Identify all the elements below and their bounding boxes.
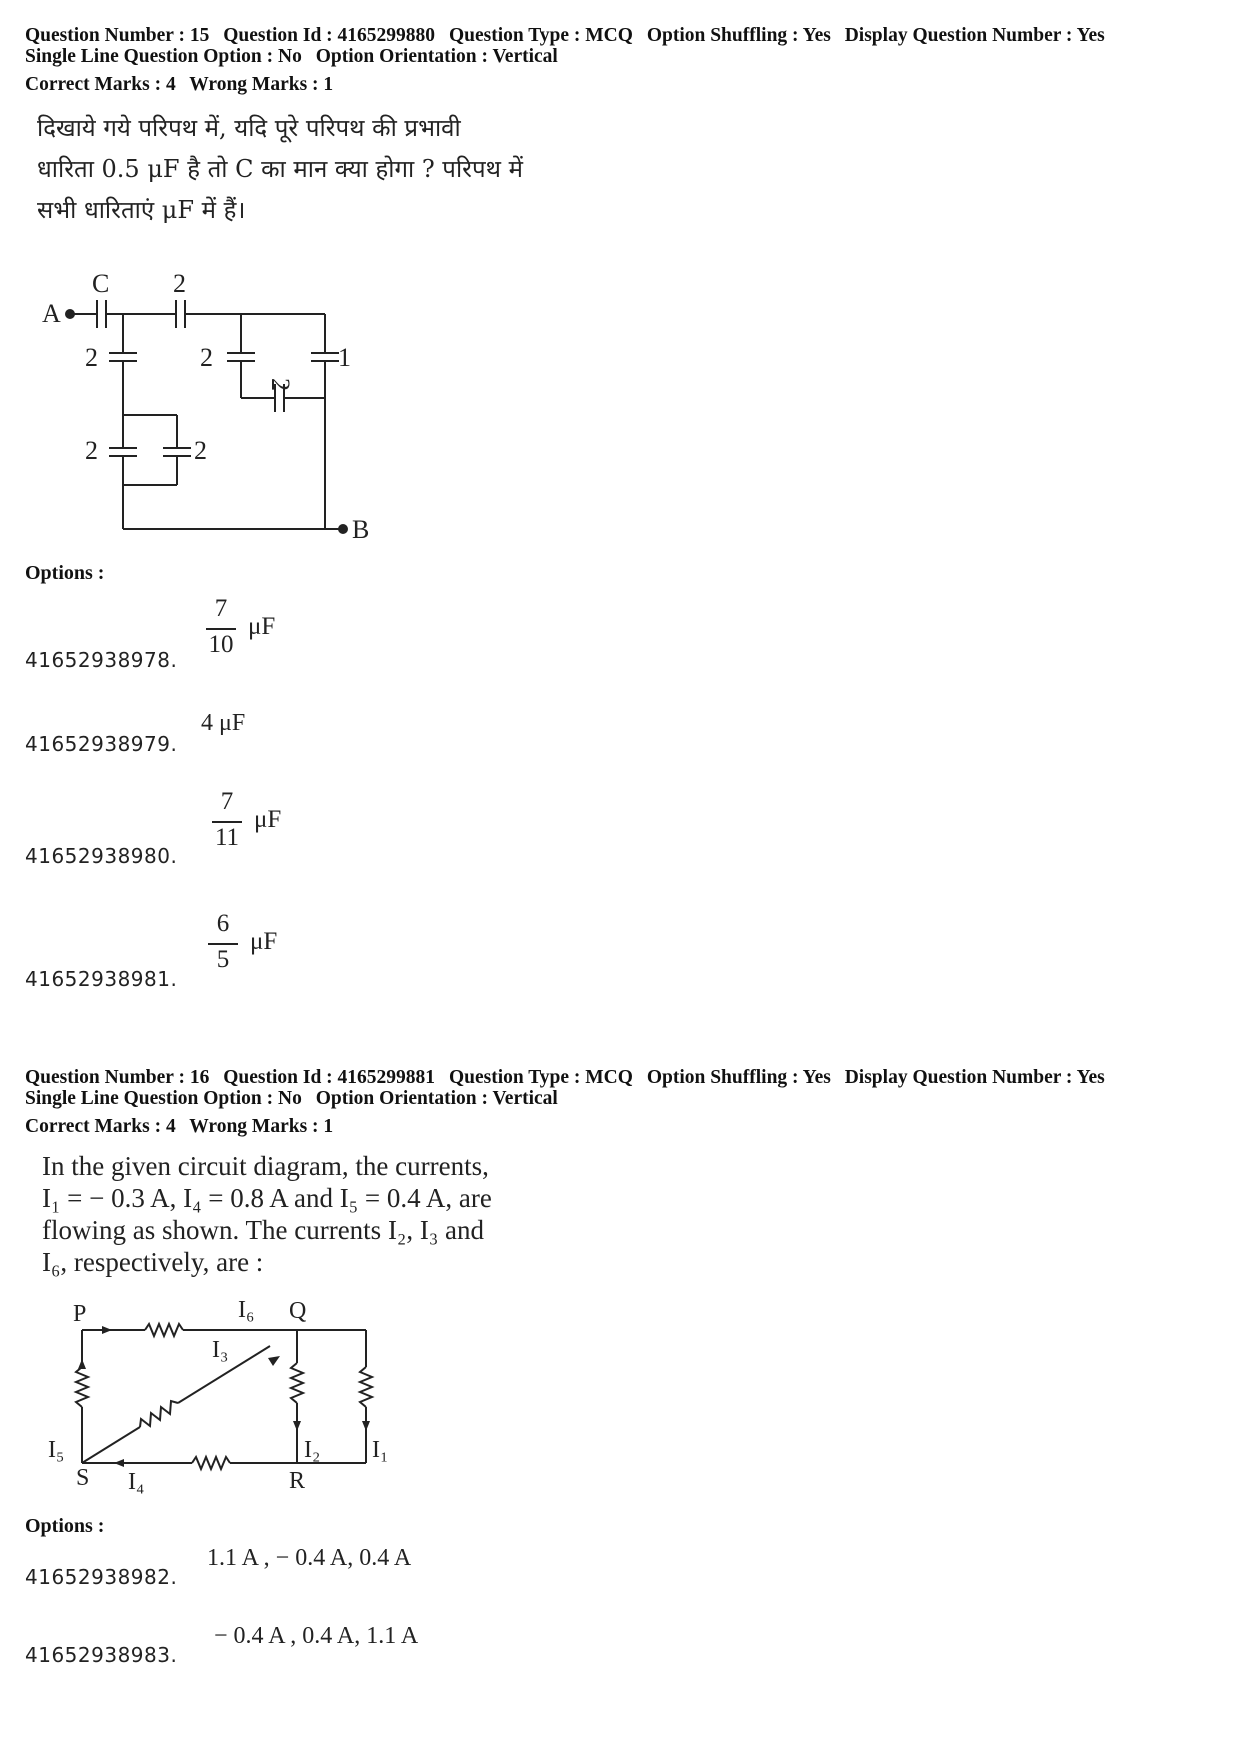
- question-text-line: I₁ = − 0.3 A, I₄ = 0.8 A and I₅ = 0.4 A, are: [42, 1183, 492, 1213]
- correct-marks: Correct Marks : 4: [25, 74, 176, 95]
- current-circuit-diagram: [40, 1295, 420, 1505]
- wrong-marks: Wrong Marks : 1: [189, 74, 334, 95]
- label-bottom-mid-2: 2: [266, 378, 295, 391]
- label-i3: I₃: [212, 1337, 229, 1363]
- fraction-numerator: 7: [220, 788, 234, 815]
- label-i4: I₄: [128, 1469, 145, 1495]
- option-id[interactable]: 41652938983.: [25, 1643, 178, 1667]
- options-label: Options :: [25, 562, 105, 584]
- question-type: Question Type : MCQ: [448, 1067, 633, 1088]
- correct-marks: Correct Marks : 4: [25, 1116, 176, 1137]
- label-a: A: [42, 299, 61, 328]
- option-value[interactable]: 1.1 A , − 0.4 A, 0.4 A: [207, 1545, 412, 1571]
- question-meta-line-2: [25, 1088, 558, 1109]
- question-id: Question Id : 4165299880: [223, 25, 436, 46]
- label-right-1: 1: [338, 343, 351, 372]
- display-question-number: Display Question Number : Yes: [844, 1067, 1105, 1088]
- question-type: Question Type : MCQ: [448, 25, 633, 46]
- option-value[interactable]: 4 μF: [201, 710, 246, 736]
- label-i5: I₅: [48, 1437, 65, 1463]
- option-id[interactable]: 41652938978.: [25, 648, 178, 672]
- fraction-denominator: 5: [216, 946, 230, 973]
- question-text: [37, 108, 523, 231]
- option-id[interactable]: 41652938979.: [25, 732, 178, 756]
- wrong-marks: Wrong Marks : 1: [189, 1116, 334, 1137]
- label-top-2: 2: [173, 269, 186, 298]
- question-number: Question Number : 15: [25, 25, 210, 46]
- label-left-2: 2: [85, 343, 98, 372]
- label-i2: I₂: [304, 1437, 321, 1463]
- label-p: P: [73, 1301, 87, 1327]
- label-mid-2: 2: [200, 343, 213, 372]
- option-value[interactable]: − 0.4 A , 0.4 A, 1.1 A: [214, 1623, 419, 1649]
- options-label: Options :: [25, 1515, 105, 1537]
- fraction-numerator: 7: [214, 595, 228, 622]
- fraction-bar: [212, 821, 242, 823]
- single-line-option: Single Line Question Option : No: [25, 46, 302, 67]
- fraction-bar: [208, 943, 238, 945]
- label-b: B: [352, 515, 370, 544]
- label-i6: I₆: [238, 1297, 255, 1323]
- label-i1: I₁: [372, 1437, 389, 1463]
- label-c: C: [92, 269, 110, 298]
- label-lower-right-2: 2: [194, 436, 207, 465]
- question-number: Question Number : 16: [25, 1067, 210, 1088]
- question-meta-line-2: [25, 46, 558, 67]
- option-id[interactable]: 41652938981.: [25, 967, 178, 991]
- fraction-unit: μF: [248, 613, 276, 640]
- option-id[interactable]: 41652938982.: [25, 1565, 178, 1589]
- fraction-denominator: 10: [208, 631, 234, 658]
- option-shuffling: Option Shuffling : Yes: [646, 1067, 831, 1088]
- fraction-unit: μF: [254, 806, 282, 833]
- fraction-unit: μF: [250, 928, 278, 955]
- question-text-line: In the given circuit diagram, the currents,: [42, 1151, 489, 1181]
- option-orientation: Option Orientation : Vertical: [315, 1088, 558, 1109]
- fraction-bar: [206, 628, 236, 630]
- single-line-option: Single Line Question Option : No: [25, 1088, 302, 1109]
- question-text: [42, 1150, 492, 1278]
- label-r: R: [289, 1468, 306, 1494]
- option-id[interactable]: 41652938980.: [25, 844, 178, 868]
- marks-line: [25, 74, 333, 95]
- question-id: Question Id : 4165299881: [223, 1067, 436, 1088]
- fraction-denominator: 11: [214, 824, 240, 851]
- capacitor-circuit-diagram: [30, 260, 400, 550]
- question-text-line: flowing as shown. The currents I₂, I₃ and: [42, 1215, 484, 1245]
- label-q: Q: [289, 1298, 307, 1324]
- question-text-line: सभी धारिताएं μF में हैं।: [37, 196, 246, 224]
- label-s: S: [76, 1465, 90, 1491]
- question-text-line: I₆, respectively, are :: [42, 1247, 264, 1277]
- question-text-line: दिखाये गये परिपथ में, यदि पूरे परिपथ की प्रभावी: [37, 114, 461, 142]
- label-lower-left-2: 2: [85, 436, 98, 465]
- question-meta-line: [25, 25, 1105, 46]
- option-shuffling: Option Shuffling : Yes: [646, 25, 831, 46]
- display-question-number: Display Question Number : Yes: [844, 25, 1105, 46]
- question-meta-line: [25, 1067, 1105, 1088]
- question-text-line: धारिता 0.5 μF है तो C का मान क्या होगा ? परिपथ में: [37, 155, 523, 183]
- option-orientation: Option Orientation : Vertical: [315, 46, 558, 67]
- fraction-numerator: 6: [216, 910, 230, 937]
- marks-line: [25, 1116, 333, 1137]
